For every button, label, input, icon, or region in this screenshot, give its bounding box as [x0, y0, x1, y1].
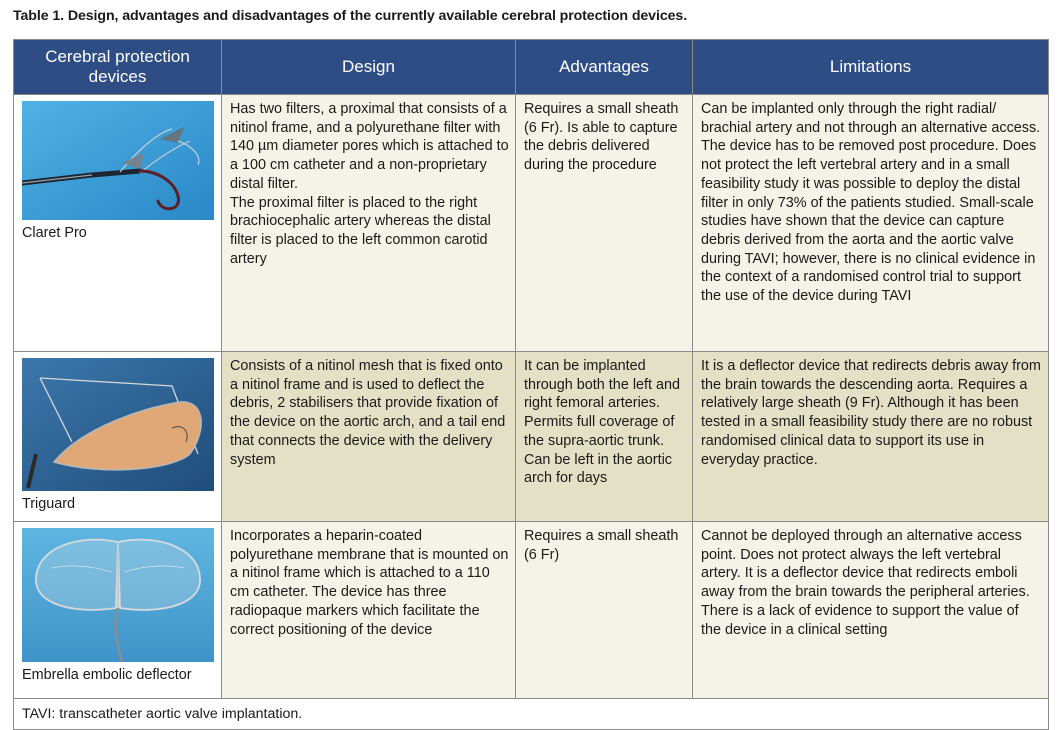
header-limitations: Limitations	[693, 40, 1049, 95]
footnote-row	[14, 699, 1049, 730]
limitations-cell: Cannot be deployed through an alternative access point. Does not protect always the left vertebral artery. It is a deflector device that redirects emboli away from the brain towards the peripheral arteries. There is a lack of evidence to support the value of the device in a clinical setting	[693, 522, 1049, 699]
table-row	[14, 352, 1049, 522]
advantages-cell: It can be implanted through both the left and right femoral arteries. Permits full coverage of the supra-aortic trunk. Can be left in the aortic arch for days	[516, 352, 693, 522]
device-cell	[14, 95, 222, 352]
footnote: TAVI: transcatheter aortic valve implantation.	[14, 699, 1049, 730]
device-cell	[14, 522, 222, 699]
design-paragraph: Incorporates a heparin-coated polyurethane membrane that is mounted on a nitinol frame which is attached to a 110 cm catheter. The device has three radiopaque markers which facilitate the correct positioning of the device	[230, 528, 509, 638]
header-devices: Cerebral protection devices	[14, 40, 222, 95]
advantages-cell: Requires a small sheath (6 Fr). Is able to capture the debris delivered during the procedure	[516, 95, 693, 352]
device-cell	[14, 352, 222, 522]
design-paragraph: The proximal filter is placed to the right brachiocephalic artery whereas the distal filter is placed to the left common carotid artery	[230, 194, 491, 267]
design-paragraph: Has two filters, a proximal that consists of a nitinol frame, and a polyurethane filter with 140 µm diameter pores which is attached to a 100 cm catheter and a non-proprietary distal filter.	[230, 101, 509, 192]
triguard-photo	[22, 358, 214, 491]
table-row	[14, 95, 1049, 352]
table-row	[14, 522, 1049, 699]
design-cell	[222, 522, 516, 699]
embrella-photo	[22, 528, 214, 662]
devices-table	[13, 39, 1049, 730]
design-cell	[222, 352, 516, 522]
header-advantages: Advantages	[516, 40, 693, 95]
advantages-cell: Requires a small sheath (6 Fr)	[516, 522, 693, 699]
claret-pro-photo	[22, 101, 214, 220]
design-paragraph: Consists of a nitinol mesh that is fixed onto a nitinol frame and is used to deflect the debris, 2 stabilisers that provide fixation of the device on the aortic arch, and a tail end that connects the device with the delivery system	[230, 358, 506, 468]
table-caption: Table 1. Design, advantages and disadvantages of the currently available cerebral protection devices.	[13, 8, 688, 24]
header-row	[14, 40, 1049, 95]
device-name: Claret Pro	[22, 225, 87, 241]
limitations-cell: It is a deflector device that redirects debris away from the brain towards the descending aorta. Requires a relatively large sheath (9 Fr). Although it has been tested in a small feasibility study there are no robust randomised clinical data to support its use in everyday practice.	[693, 352, 1049, 522]
design-cell	[222, 95, 516, 352]
header-design: Design	[222, 40, 516, 95]
device-name: Embrella embolic deflector	[22, 667, 192, 683]
device-name: Triguard	[22, 496, 76, 512]
limitations-cell: Can be implanted only through the right radial/ brachial artery and not through an alternative access. The device has to be removed post procedure. Does not protect the left vertebral artery and in a small feasibility study it was possible to deploy the distal filter in only 73% of the patients studied. Small-scale studies have shown that the device can capture debris derived from the aorta and the aortic valve during TAVI; however, there is no clinical evidence in the context of a randomised control trial to support the use of the device during TAVI	[693, 95, 1049, 352]
